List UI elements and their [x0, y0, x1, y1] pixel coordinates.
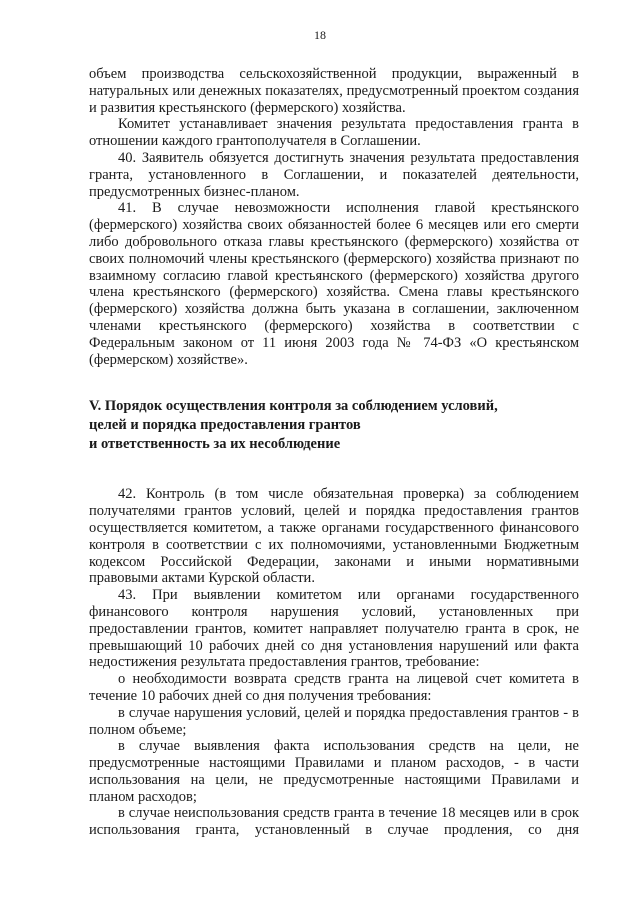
paragraph: в случае неиспользования средств гранта в течение 18 месяцев или в срок использования гранта, установленный в случае продления, со дня	[89, 805, 579, 839]
section-heading-line: V. Порядок осуществления контроля за соблюдением условий,	[89, 398, 498, 415]
section-heading-line: целей и порядка предоставления грантов	[89, 417, 361, 434]
document-body	[89, 66, 579, 839]
page-number: 18	[314, 28, 326, 42]
paragraph: объем производства сельскохозяйственной продукции, выраженный в натуральных или денежных показателях, предусмотренный проектом создания и развития крестьянского (фермерского) хозяйства.	[89, 66, 579, 116]
paragraph-40: 40. Заявитель обязуется достигнуть значения результата предоставления гранта, установленного в Соглашении, и показателей деятельности, предусмотренных бизнес-планом.	[89, 149, 579, 200]
paragraph: Комитет устанавливает значения результата предоставления гранта в отношении каждого грантополучателя в Соглашении.	[89, 116, 579, 150]
paragraph: в случае выявления факта использования средств на цели, не предусмотренные настоящими Правилами и планом расходов, - в части использования на цели, не предусмотренные настоящими Правилами и планом расходов;	[89, 738, 579, 805]
paragraph-43: 43. При выявлении комитетом или органами государственного финансового контроля нарушения условий, установленных при предоставлении грантов, комитет направляет получателю гранта в срок, не превышающий 10 рабочих дней со дня установления нарушений или факта недостижения результата предоставления грантов, требование:	[89, 587, 579, 671]
paragraph: о необходимости возврата средств гранта на лицевой счет комитета в течение 10 рабочих дней со дня получения требования:	[89, 671, 579, 704]
paragraph: в случае нарушения условий, целей и порядка предоставления грантов - в полном объеме;	[89, 704, 579, 738]
section-heading-line: и ответственность за их несоблюдение	[89, 436, 341, 453]
section-heading	[89, 397, 579, 454]
paragraph-41: 41. В случае невозможности исполнения главой крестьянского (фермерского) хозяйства своих обязанностей более 6 месяцев или его смерти либо добровольного отказа главы крестьянского (фермерского) хозяйства от своих полномочий члены крестьянского (фермерского) хозяйства признают по взаимному согласию главой крестьянского (фермерского) хозяйства другого члена крестьянского (фермерского) хозяйства. Смена главы крестьянского (фермерского) хозяйства должна быть указана в соглашении, заключенном членами крестьянского (фермерского) хозяйства в соответствии с Федеральным законом от 11 июня 2003 года № 74-ФЗ «О крестьянском (фермерском) хозяйстве».	[89, 200, 579, 368]
paragraph-42: 42. Контроль (в том числе обязательная проверка) за соблюдением получателями грантов условий, целей и порядка предоставления грантов осуществляется комитетом, а также органами государственного финансового контроля в соответствии с их полномочиями, установленными Бюджетным кодексом Российской Федерации, законами и иными нормативными правовыми актами Курской области.	[89, 486, 579, 587]
